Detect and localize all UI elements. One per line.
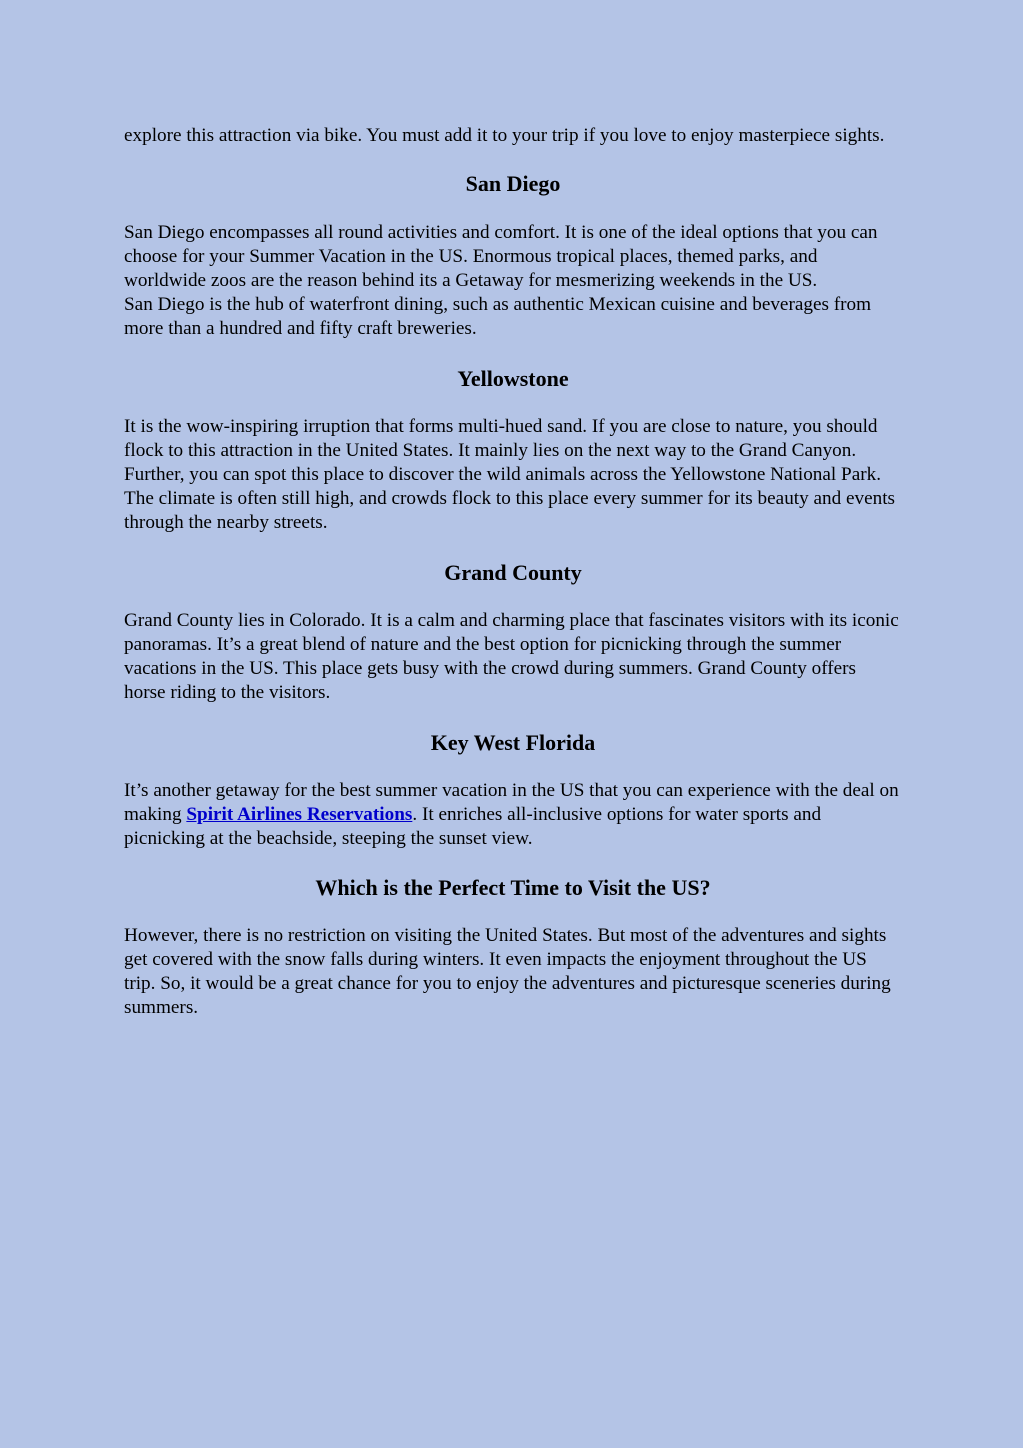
san-diego-paragraph-1: San Diego encompasses all round activities and comfort. It is one of the ideal options that you can choose for your Summer Vacation in the US. Enormous tropical places, themed parks, and worldwide zoos are the reason behind its a Getaway for mesmerizing weekends in the US. [124,222,878,291]
intro-paragraph: explore this attraction via bike. You must add it to your trip if you love to enjoy masterpiece sights. [124,125,885,146]
grand-county-paragraph: Grand County lies in Colorado. It is a calm and charming place that fascinates visitors with its iconic panoramas. It’s a great blend of nature and the best option for picnicking through the summer vacations in the US. This place gets busy with the crowd during summers. Grand County offers horse riding to the visitors. [124,610,899,703]
key-west-text-before-link: It’s another getaway for the best summer vacation in the US that you can experience with the deal on making [124,780,899,825]
heading-perfect-time: Which is the Perfect Time to Visit the US? [315,875,711,900]
heading-key-west-florida: Key West Florida [430,730,596,755]
document-page [124,124,902,1020]
heading-yellowstone: Yellowstone [457,366,569,391]
key-west-text-after-link: . It enriches all-inclusive options for water sports and picnicking at the beachside, steeping the sunset view. [124,804,822,849]
perfect-time-paragraph: However, there is no restriction on visiting the United States. But most of the adventures and sights get covered with the snow falls during winters. It even impacts the enjoyment throughout the US trip. So, it would be a great chance for you to enjoy the adventures and picturesque sceneries during summers. [124,925,891,1018]
key-west-paragraph [124,779,902,851]
heading-san-diego: San Diego [465,171,561,196]
san-diego-paragraph-2: San Diego is the hub of waterfront dining, such as authentic Mexican cuisine and beverages from more than a hundred and fifty craft breweries. [124,294,872,339]
heading-grand-county: Grand County [444,560,582,585]
spirit-airlines-reservations-link[interactable]: Spirit Airlines Reservations [186,804,413,825]
yellowstone-paragraph: It is the wow-inspiring irruption that forms multi-hued sand. If you are close to nature, you should flock to this attraction in the United States. It mainly lies on the next way to the Grand Canyon. Further, you can spot this place to discover the wild animals across the Yellowstone National Park. The climate is often still high, and crowds flock to this place every summer for its beauty and events through the nearby streets. [124,416,896,533]
